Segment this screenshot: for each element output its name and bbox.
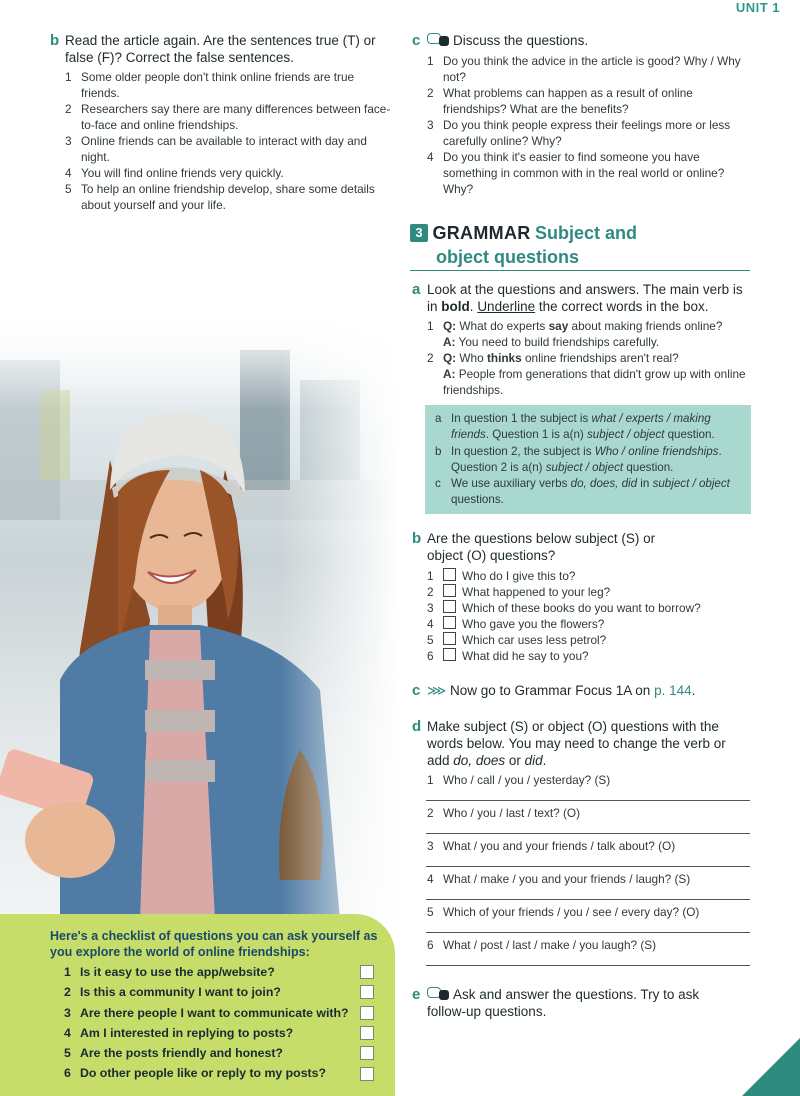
exercise-b-list xyxy=(65,69,395,213)
exercise-c-letter: c xyxy=(412,32,421,49)
checklist-panel xyxy=(0,914,395,1096)
answer-line[interactable] xyxy=(426,833,750,834)
list-item: 2 What problems can happen as a result of online friendships? What are the benefits? xyxy=(427,86,693,116)
grammar-rule-box xyxy=(425,405,751,514)
exercise-b-instruction: Read the article again. Are the sentences true (T) or false (F)? Correct the false sentences. xyxy=(65,33,376,65)
exercise-d-item: 6 What / post / last / make / you laugh? (S) xyxy=(427,938,657,952)
list-item: 1 Some older people don't think online friends are true friends. xyxy=(65,70,355,100)
checklist-item: 6 Do other people like or reply to my posts? xyxy=(64,1063,374,1083)
list-item: 3 Online friends can be available to interact with day and night. xyxy=(65,134,367,164)
exercise-d-letter: d xyxy=(412,718,422,735)
discussion-icon xyxy=(427,33,449,47)
checklist-item: 3 Are there people I want to communicate with? xyxy=(64,1003,374,1023)
arrow-icon: ⋙ xyxy=(427,683,447,698)
answer-checkbox[interactable] xyxy=(443,568,456,581)
answer-checkbox[interactable] xyxy=(443,648,456,661)
checklist-item: 1 Is it easy to use the app/website? xyxy=(64,962,374,982)
exercise-c2-letter: c xyxy=(412,682,421,699)
checklist-checkbox[interactable] xyxy=(360,1067,374,1081)
rule-item: c We use auxiliary verbs do, does, did in subject / object questions. xyxy=(435,477,730,507)
list-item: 6 What did he say to you? xyxy=(427,649,589,663)
checklist-item: 4 Am I interested in replying to posts? xyxy=(64,1023,374,1043)
exercise-c2-instruction: ⋙ Now go to Grammar Focus 1A on p. 144. xyxy=(427,683,696,698)
answer-checkbox[interactable] xyxy=(443,616,456,629)
exercise-a-instruction: Look at the questions and answers. The main verb is in bold. Underline the correct words in the box. xyxy=(427,282,743,314)
checklist-checkbox[interactable] xyxy=(360,1046,374,1060)
exercise-b-letter: b xyxy=(50,32,60,49)
exercise-b2-letter: b xyxy=(412,530,422,547)
exercise-d-item: 4 What / make / you and your friends / laugh? (S) xyxy=(427,872,691,886)
section-number: 3 xyxy=(410,224,428,242)
section-word: GRAMMAR xyxy=(432,223,531,243)
checklist-checkbox[interactable] xyxy=(360,1026,374,1040)
answer-line[interactable] xyxy=(426,866,750,867)
photo-woman-with-phone xyxy=(0,320,400,920)
answer-checkbox[interactable] xyxy=(443,584,456,597)
unit-label: UNIT 1 xyxy=(735,0,780,15)
rule-item: b In question 2, the subject is Who / online friendships. Question 2 is a(n) subject / object question. xyxy=(435,444,722,474)
list-item: 1 Do you think the advice in the article is good? Why / Why not? xyxy=(427,54,741,84)
checklist-checkbox[interactable] xyxy=(360,985,374,999)
list-item: 4 You will find online friends very quickly. xyxy=(65,166,284,180)
exercise-c-instruction: Discuss the questions. xyxy=(427,32,747,49)
exercise-b2-instruction: Are the questions below subject (S) or object (O) questions? xyxy=(427,531,656,563)
exercise-a-letter: a xyxy=(412,281,421,298)
checklist-checkbox[interactable] xyxy=(360,965,374,979)
answer-line[interactable] xyxy=(426,932,750,933)
list-item: 5 Which car uses less petrol? xyxy=(427,633,607,647)
answer-line[interactable] xyxy=(426,965,750,966)
answer-checkbox[interactable] xyxy=(443,632,456,645)
answer-checkbox[interactable] xyxy=(443,600,456,613)
list-item: 2 What happened to your leg? xyxy=(427,585,611,599)
list-item: 1 Who do I give this to? xyxy=(427,569,576,583)
exercise-c-list xyxy=(427,53,747,197)
grammar-heading xyxy=(410,222,750,270)
list-item: 4 Do you think it's easier to find someone you have something in common with in the real world or online? Why? xyxy=(427,150,725,196)
exercise-d-item: 3 What / you and your friends / talk about? (O) xyxy=(427,839,676,853)
section-title-2: object questions xyxy=(436,247,580,267)
rule-item: a In question 1 the subject is what / experts / making friends. Question 1 is a(n) subject / object question. xyxy=(435,412,715,442)
page-corner-decoration xyxy=(742,1038,800,1096)
checklist-title: Here's a checklist of questions you can ask yourself as you explore the world of online friendships: xyxy=(50,929,378,959)
exercise-d-item: 5 Which of your friends / you / see / every day? (O) xyxy=(427,905,700,919)
section-title-1: Subject and xyxy=(535,223,638,243)
discussion-icon xyxy=(427,987,449,1001)
checklist-items xyxy=(64,962,374,1084)
heading-divider xyxy=(410,270,750,271)
checklist-checkbox[interactable] xyxy=(360,1006,374,1020)
answer-line[interactable] xyxy=(426,800,750,801)
exercise-e-instruction: Ask and answer the questions. Try to ask follow-up questions. xyxy=(427,987,700,1019)
list-item: 5 To help an online friendship develop, share some details about yourself and your life. xyxy=(65,182,375,212)
exercise-a-qa: 1 Q: What do experts say about making friends online? A: You need to build friendships carefully. 2 Q: Who thinks online friendships aren't real? A: People from generations that didn't grow up with online friendships. xyxy=(427,319,746,397)
exercise-d-instruction: Make subject (S) or object (O) questions with the words below. You may need to change the verb or add do, does or did. xyxy=(427,719,726,768)
list-item: 2 Researchers say there are many differences between face-to-face and online friendships. xyxy=(65,102,391,132)
checklist-item: 5 Are the posts friendly and honest? xyxy=(64,1043,374,1063)
list-item: 4 Who gave you the flowers? xyxy=(427,617,605,631)
list-item: 3 Which of these books do you want to borrow? xyxy=(427,601,701,615)
exercise-e-letter: e xyxy=(412,986,421,1003)
grammar-focus-link[interactable]: p. 144 xyxy=(654,683,692,698)
exercise-d-item: 2 Who / you / last / text? (O) xyxy=(427,806,581,820)
checklist-item: 2 Is this a community I want to join? xyxy=(64,982,374,1002)
answer-line[interactable] xyxy=(426,899,750,900)
exercise-b2-list xyxy=(427,568,747,664)
exercise-d-item: 1 Who / call / you / yesterday? (S) xyxy=(427,773,611,787)
list-item: 3 Do you think people express their feelings more or less carefully online? Why? xyxy=(427,118,731,148)
